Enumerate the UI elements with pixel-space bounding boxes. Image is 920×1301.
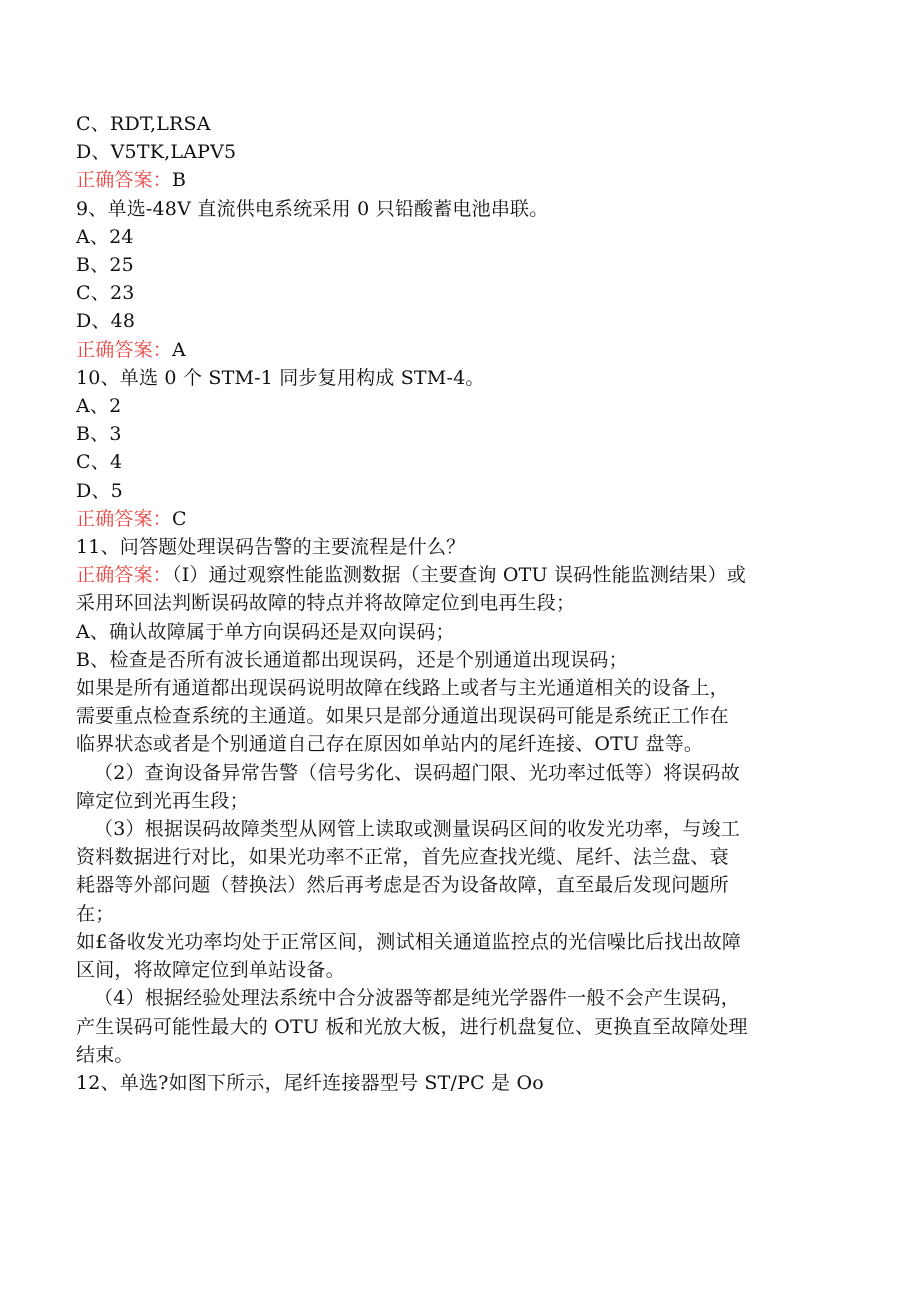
text-line: 11、问答题处理误码告警的主要流程是什么？: [76, 536, 466, 559]
answer-label: 正确答案：: [76, 169, 173, 192]
text-line: （3）根据误码故障类型从网管上读取或测量误码区间的收发光功率，与竣工: [94, 818, 740, 841]
text-line: D、5: [76, 479, 123, 502]
answer-line: [76, 505, 856, 533]
text-line: 10、单选 0 个 STM-1 同步复用构成 STM-4。: [76, 366, 485, 389]
answer-value: A: [172, 338, 186, 361]
answer-value: C: [172, 507, 187, 530]
text-line: 12、单选?如图下所示，尾纤连接器型号 ST/PC 是 Oo: [76, 1071, 544, 1094]
text-line: （4）根据经验处理法系统中合分波器等都是纯光学器件一般不会产生误码，: [94, 987, 740, 1010]
text-line: B、25: [76, 254, 134, 277]
text-line: 如果是所有通道都出现误码说明故障在线路上或者与主光通道相关的设备上，: [76, 677, 729, 700]
text-line: A、24: [76, 225, 134, 248]
text-line: C、RDT,LRSA: [76, 113, 211, 135]
text-line: 资料数据进行对比，如果光功率不正常，首先应查找光缆、尾纤、法兰盘、衰: [76, 846, 729, 869]
text-line: D、V5TK,LAPV5: [76, 141, 237, 164]
text-line: A、确认故障属于单方向误码还是双向误码；: [76, 620, 455, 643]
answer-line: [76, 336, 856, 364]
text-line: 障定位到光再生段；: [76, 789, 249, 812]
answer-label: 正确答案：: [76, 507, 173, 530]
text-line: B、检查是否所有波长通道都出现误码，还是个别通道出现误码；: [76, 648, 628, 671]
text-line: 9、单选-48V 直流供电系统采用 0 只铅酸蓄电池串联。: [76, 197, 549, 220]
document-body: [76, 110, 856, 1097]
answer-label: 正确答案：: [76, 338, 173, 361]
answer-line: [76, 166, 856, 194]
text-line: （2）查询设备异常告警（信号劣化、误码超门限、光功率过低等）将误码故: [94, 761, 740, 784]
text-line: B、3: [76, 423, 122, 446]
text-line: 需要重点检查系统的主通道。如果只是部分通道出现误码可能是系统正工作在: [76, 705, 729, 728]
text-line: C、23: [76, 282, 135, 305]
text-line: A、2: [76, 395, 122, 418]
text-line: 如£备收发光功率均处于正常区间，测试相关通道监控点的光信噪比后找出故障: [76, 930, 742, 953]
text-line: 采用环回法判断误码故障的特点并将故障定位到电再生段；: [76, 592, 576, 615]
text-line: 产生误码可能性最大的 OTU 板和光放大板，进行机盘复位、更换直至故障处理: [76, 1015, 748, 1038]
answer-value: （I）通过观察性能监测数据（主要查询 OTU 误码性能监测结果）或: [172, 564, 746, 587]
text-line: 临界状态或者是个别通道自己存在原因如单站内的尾纤连接、OTU 盘等。: [76, 733, 704, 756]
text-line: C、4: [76, 451, 123, 474]
answer-value: B: [172, 169, 187, 192]
text-line: 区间，将故障定位到单站设备。: [76, 959, 345, 982]
text-line: D、48: [76, 310, 136, 333]
answer-label: 正确答案：: [76, 564, 173, 587]
answer-line: [76, 561, 856, 589]
text-line: 在；: [76, 902, 115, 925]
text-line: 结束。: [76, 1043, 134, 1066]
text-line: 耗器等外部问题（替换法）然后再考虑是否为设备故障，直至最后发现问题所: [76, 874, 729, 897]
